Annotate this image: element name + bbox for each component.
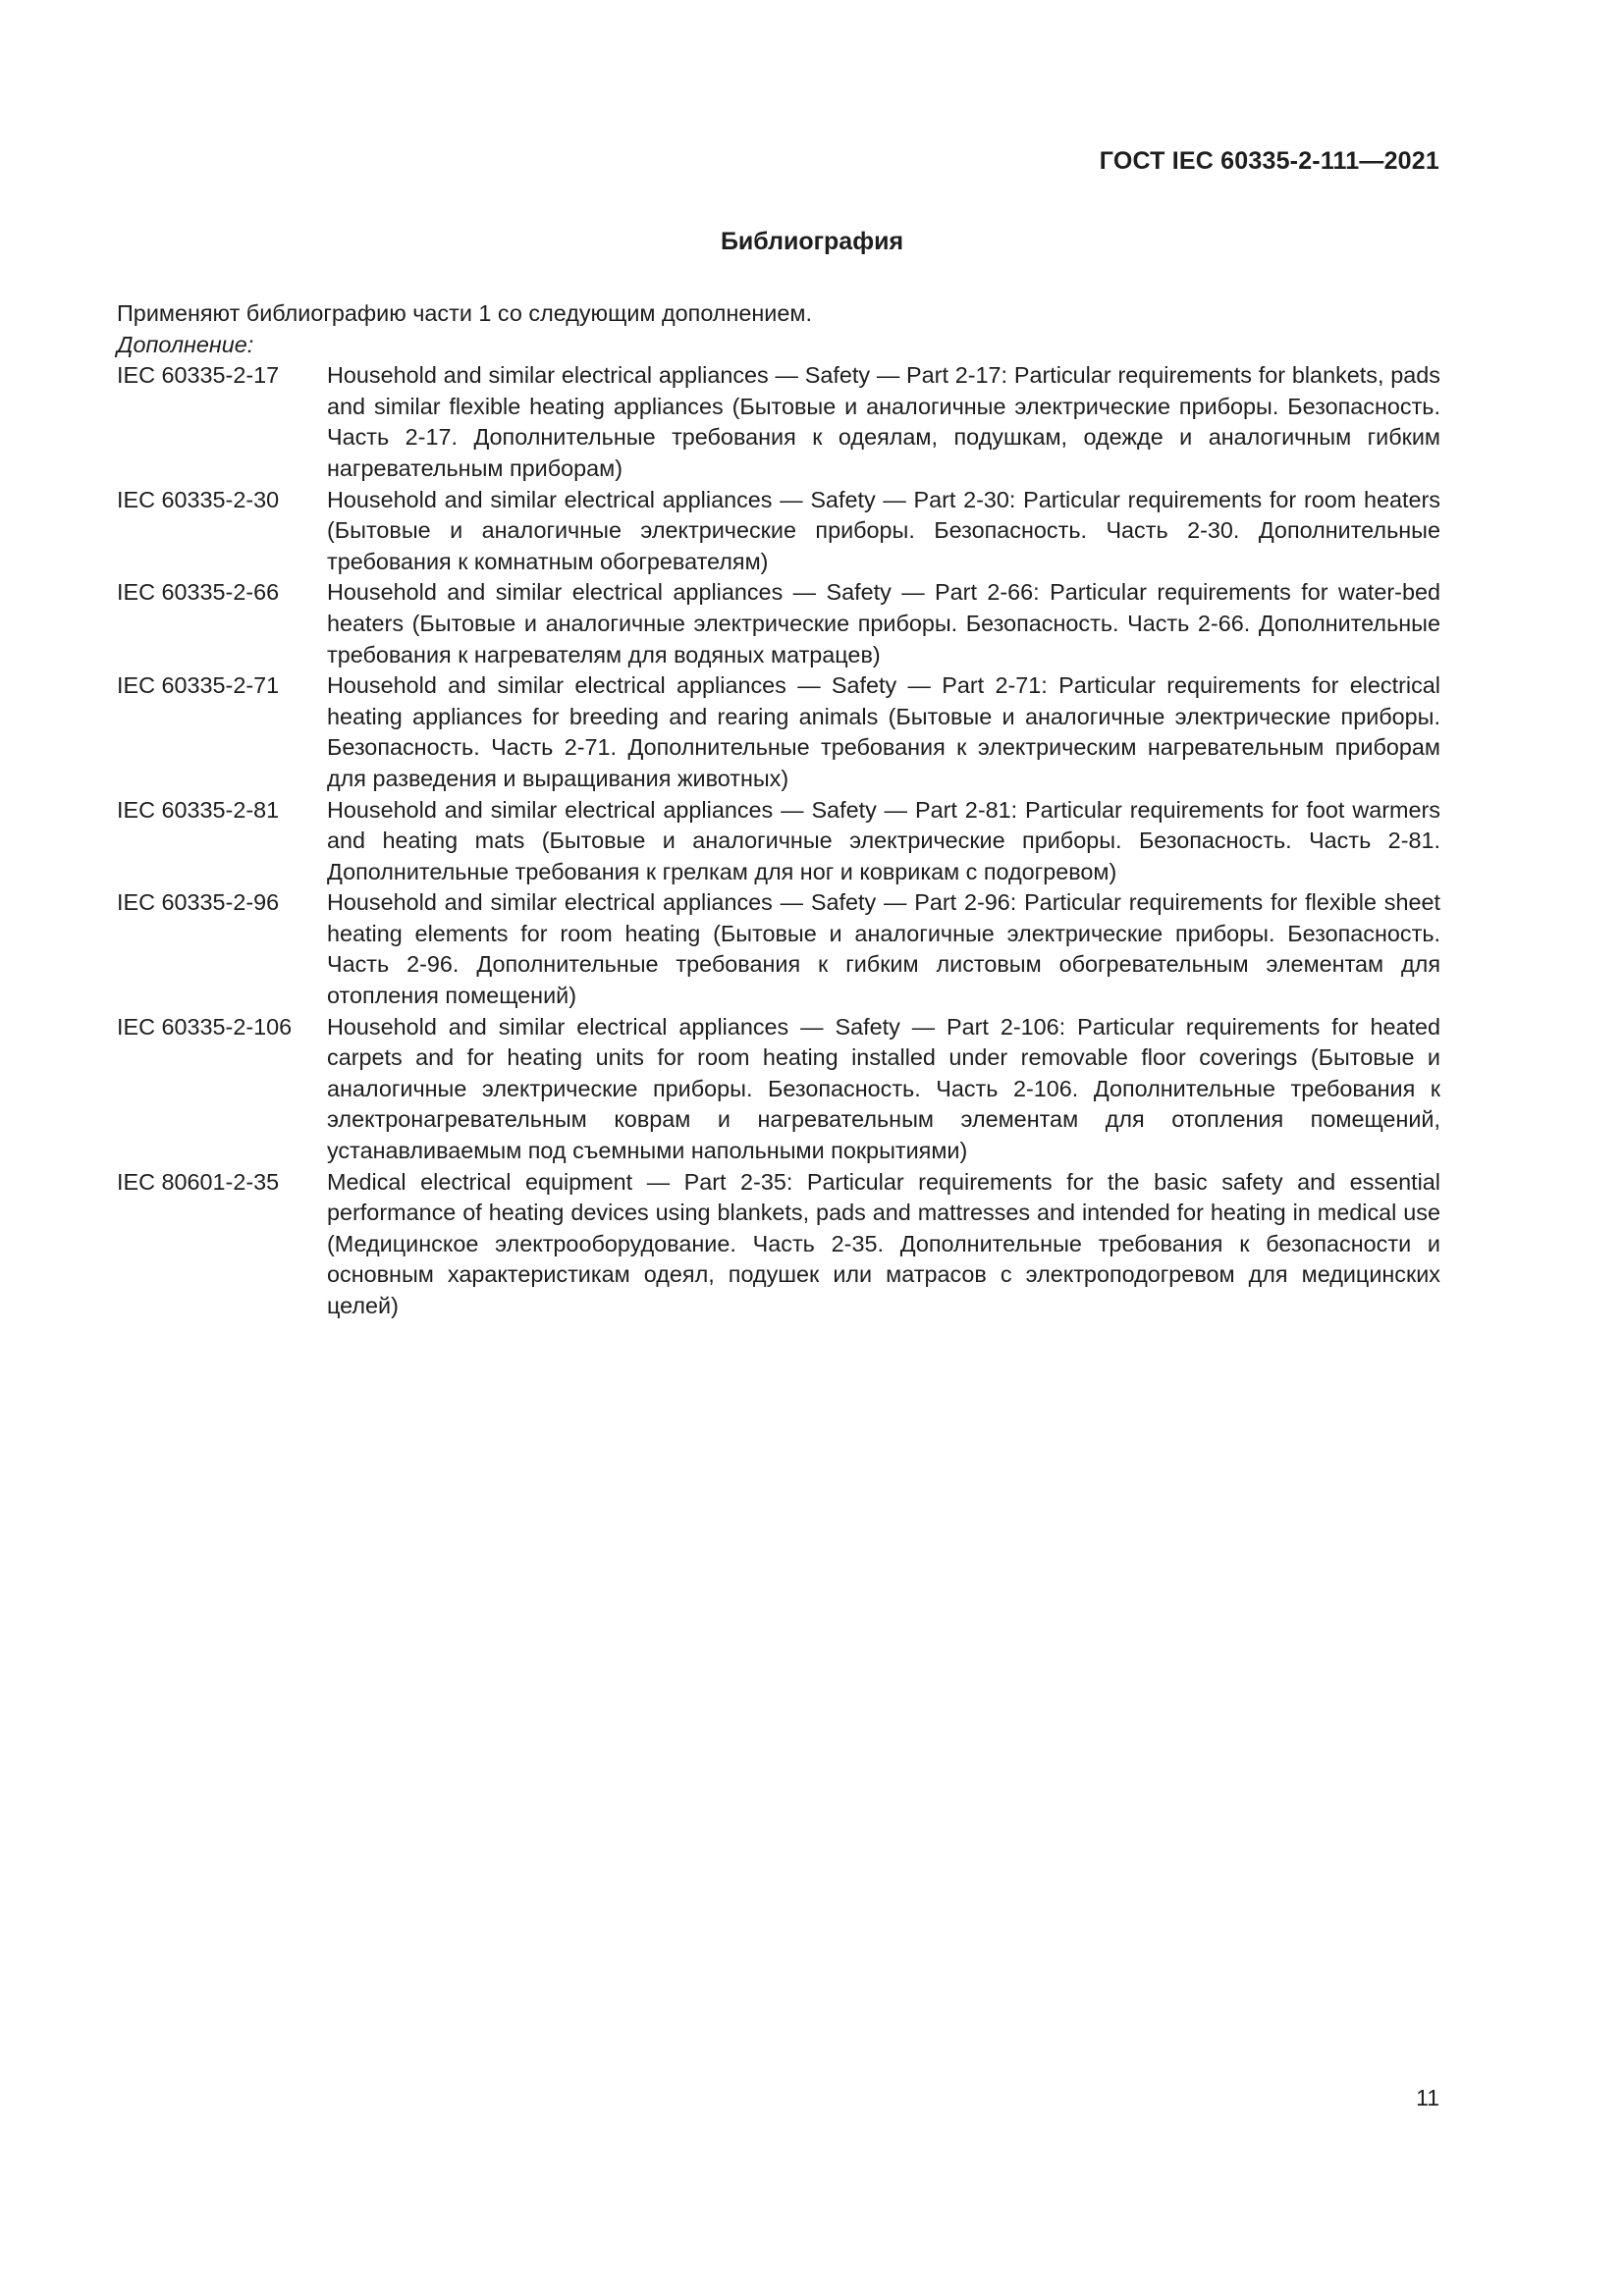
entry-code: IEC 60335-2-81 [117,796,280,823]
page-number: 11 [1416,2085,1439,2110]
bibliography-entry [117,887,1440,1011]
entry-code: IEC 60335-2-66 [117,579,280,606]
bibliography-content [117,298,1440,1322]
entry-code: IEC 60335-2-71 [117,672,280,699]
entry-text: Household and similar electrical appliances — Safety — Part 2-71: Particular requirements for electrical heating appliances for breeding and rearing animals (Бытовые и аналогичные электрические приборы. Безопасность. Часть 2-71. Дополнительные требования к электрическим нагревательным приборам для разведения и выращивания животных) [327,672,1440,791]
entry-code: IEC 60335-2-106 [117,1013,293,1040]
standard-header: ГОСТ IEC 60335-2-111—2021 [1099,147,1439,175]
entry-text: Household and similar electrical appliances — Safety — Part 2-17: Particular requirements for blankets, pads and similar flexible heating appliances (Бытовые и аналогичные электрические приборы. Безопасность. Часть 2-17. Дополнительные требования к одеялам, подушкам, одежде и аналогичным гибким нагревательным приборам) [327,362,1440,481]
entry-code: IEC 60335-2-17 [117,362,280,389]
entry-text: Household and similar electrical appliances — Safety — Part 2-30: Particular requirements for room heaters (Бытовые и аналогичные электрические приборы. Безопасность. Часть 2-30. Дополнительные требования к комнатным обогревателям) [327,486,1440,574]
bibliography-entry [117,360,1440,484]
bibliography-list [117,360,1440,1321]
entry-text: Household and similar electrical appliances — Safety — Part 2-81: Particular requirements for foot warmers and heating mats (Бытовые и аналогичные электрические приборы. Безопасность. Часть 2-81. Дополнительные требования к грелкам для ног и коврикам с подогревом) [327,796,1440,884]
entry-code: IEC 80601-2-35 [117,1168,280,1195]
intro-text: Применяют библиографию части 1 со следующим дополнением. [117,300,812,326]
bibliography-entry [117,1167,1440,1322]
bibliography-entry [117,795,1440,888]
bibliography-entry [117,1012,1440,1167]
entry-code: IEC 60335-2-96 [117,889,280,916]
bibliography-entry [117,485,1440,578]
section-title: Библиография [720,228,904,255]
entry-text: Medical electrical equipment — Part 2-35: Particular requirements for the basic safety and essential performance of heating devices using blankets, pads and mattresses and intended for heating in medical use (Медицинское электрооборудование. Часть 2-35. Дополнительные требования к безопасности и основным характеристикам одеял, подушек или матрасов с электроподогревом для медицинских целей) [327,1168,1440,1318]
entry-text: Household and similar electrical appliances — Safety — Part 2-66: Particular requirements for water-bed heaters (Бытовые и аналогичные электрические приборы. Безопасность. Часть 2-66. Дополнительные требования к нагревателям для водяных матрацев) [327,579,1440,667]
bibliography-entry [117,670,1440,794]
addition-label: Дополнение: [117,331,254,357]
entry-code: IEC 60335-2-30 [117,486,280,512]
entry-text: Household and similar electrical appliances — Safety — Part 2-96: Particular requirements for flexible sheet heating elements for room heating (Бытовые и аналогичные электрические приборы. Безопасность. Часть 2-96. Дополнительные требования к гибким листовым обогревательным элементам для отопления помещений) [327,889,1440,1009]
entry-text: Household and similar electrical appliances — Safety — Part 2-106: Particular requirements for heated carpets and for heating units for room heating installed under removable floor coverings (Бытовые и аналогичные электрические приборы. Безопасность. Часть 2-106. Дополнительные требования к электронагревательным коврам и нагревательным элементам для отопления помещений, устанавливаемым под съемными напольными покрытиями) [327,1013,1440,1164]
bibliography-entry [117,577,1440,670]
